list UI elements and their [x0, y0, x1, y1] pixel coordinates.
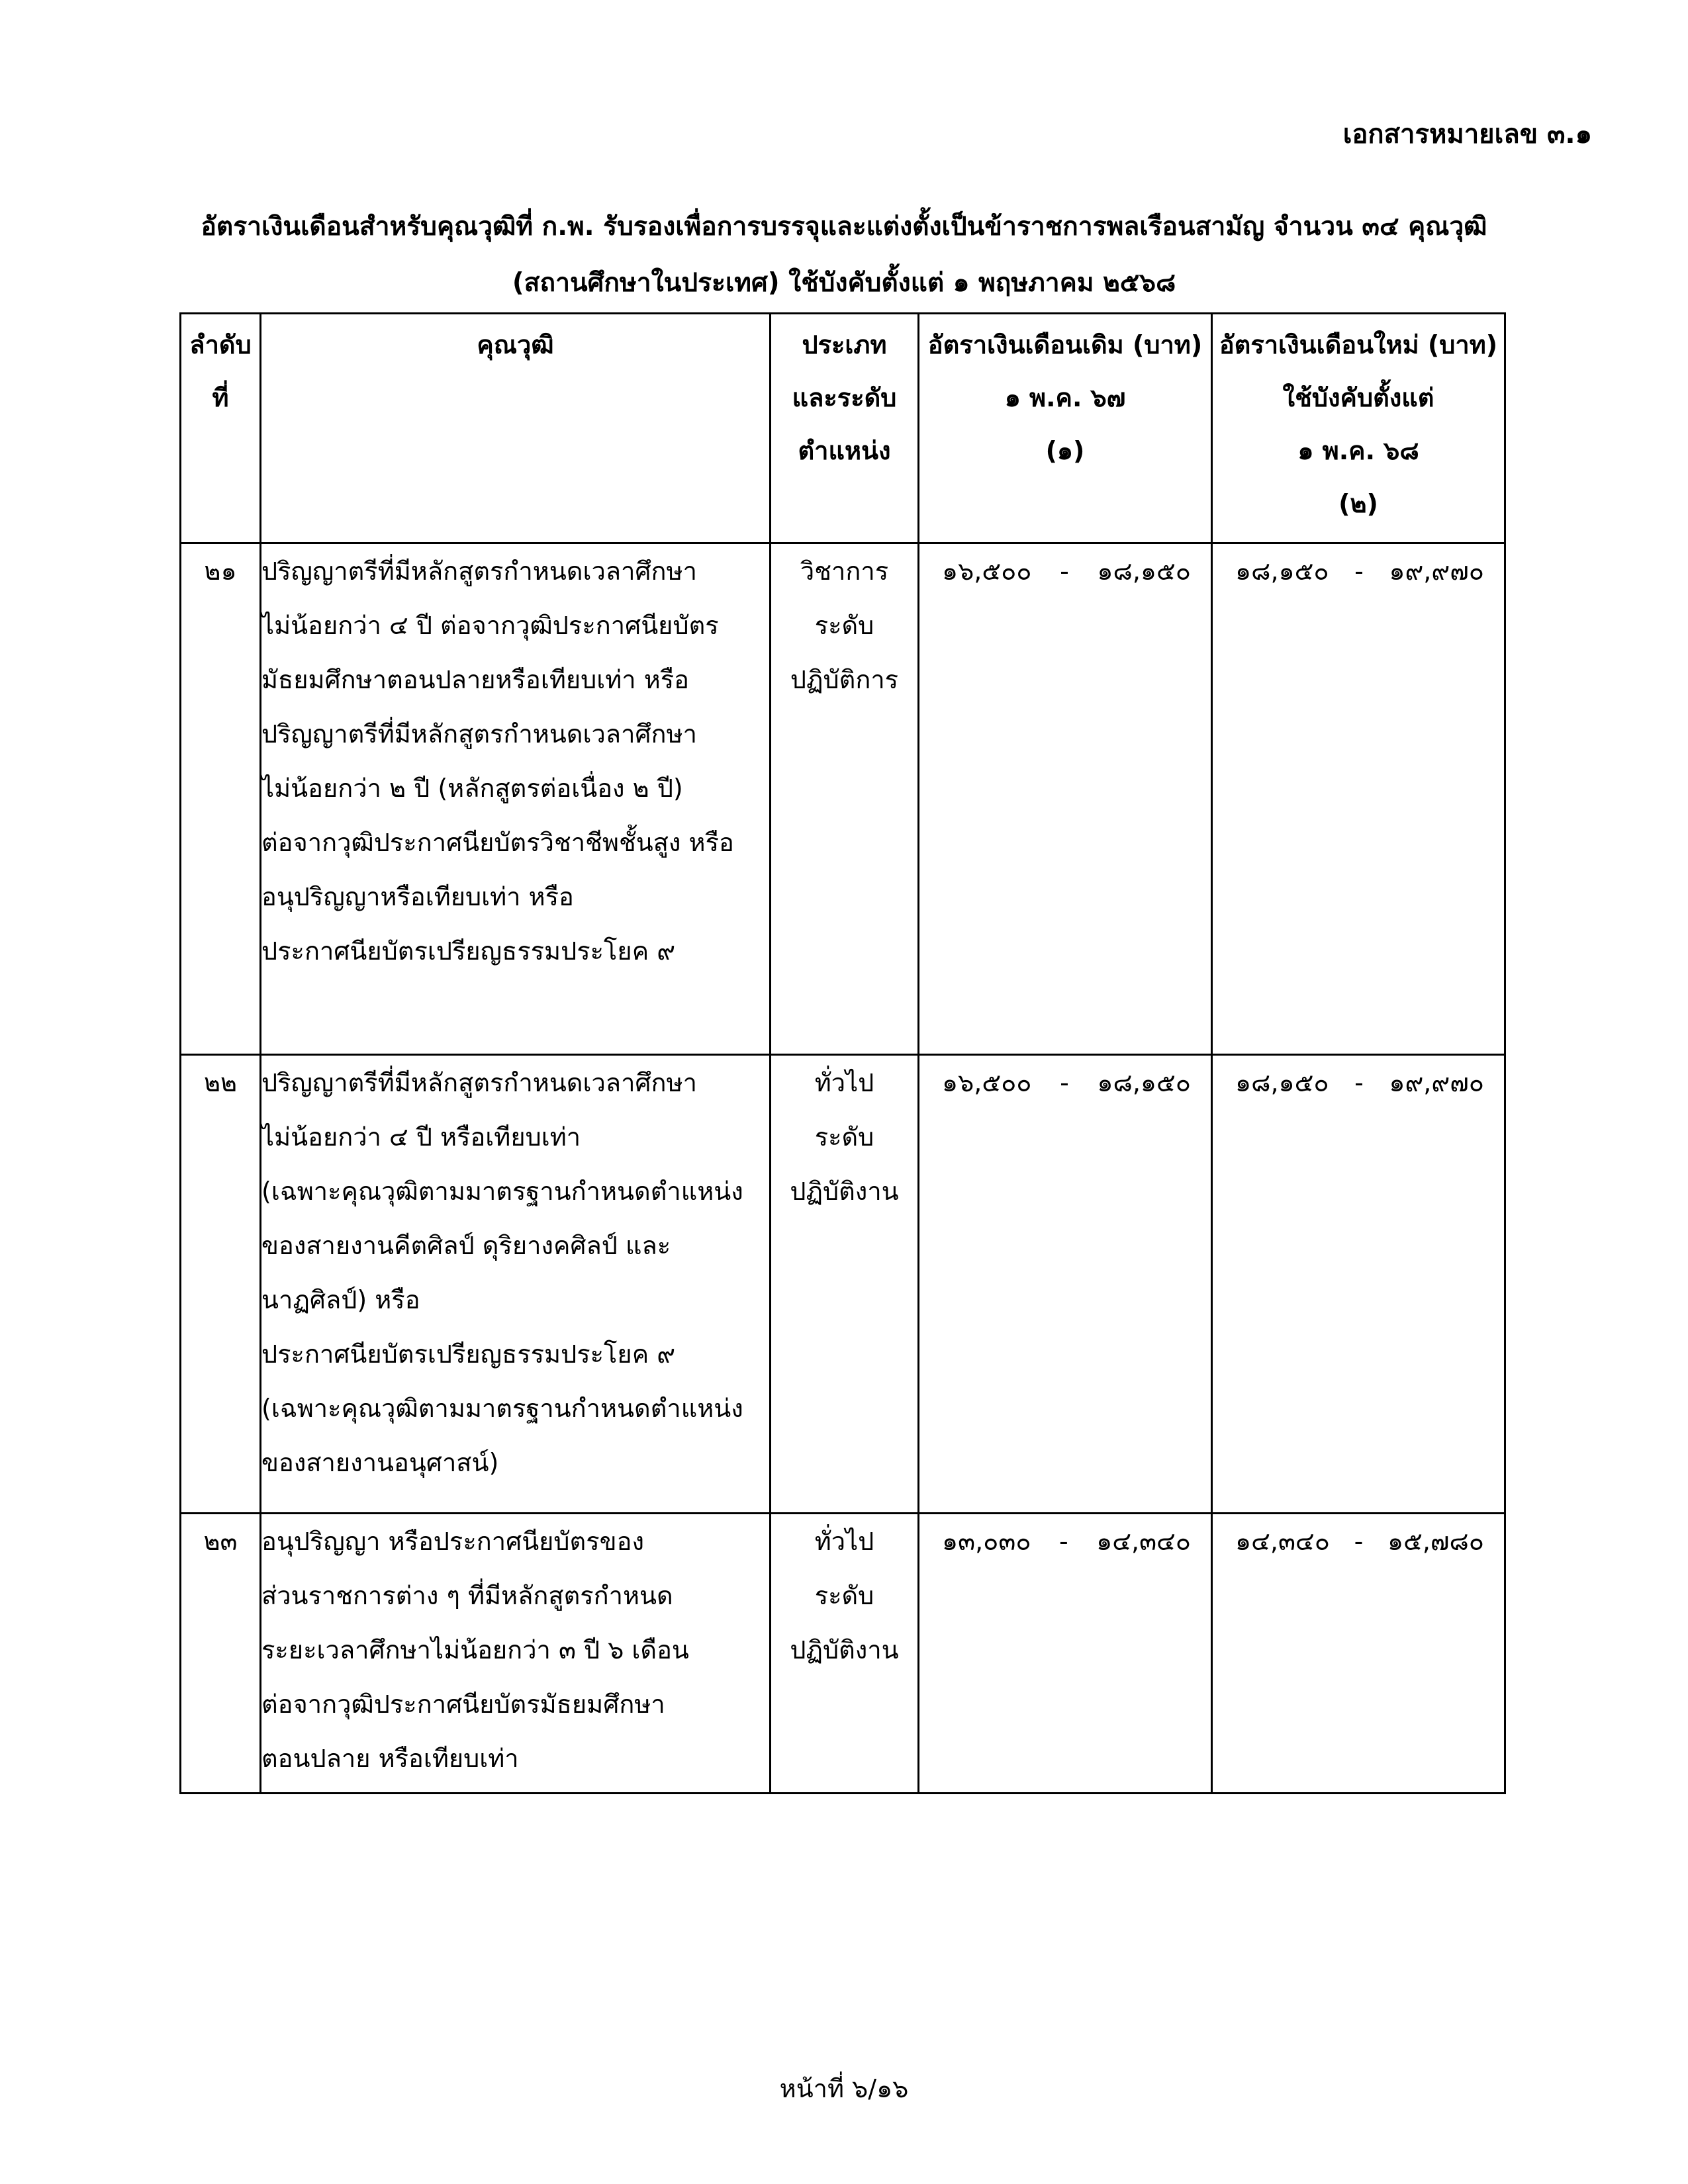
new-rate-min: ๑๘,๑๕๐ — [1235, 1068, 1329, 1097]
rate-dash: - — [1354, 1068, 1364, 1097]
new-rate-cell — [1212, 543, 1505, 1055]
position-type-cell: ทั่วไป ระดับ ปฏิบัติงาน — [771, 1055, 919, 1514]
row-number: ๒๓ — [181, 1514, 261, 1794]
new-rate-cell — [1212, 1514, 1505, 1794]
new-rate-max: ๑๙,๙๗๐ — [1389, 1068, 1484, 1097]
header-no: ลำดับ ที่ — [181, 314, 261, 543]
rate-dash: - — [1354, 1527, 1364, 1556]
new-rate-min: ๑๔,๓๔๐ — [1235, 1527, 1330, 1556]
header-old-rate: อัตราเงินเดือนเดิม (บาท) ๑ พ.ค. ๖๗ (๑) — [919, 314, 1212, 543]
rate-dash: - — [1354, 557, 1364, 586]
row-number: ๒๑ — [181, 543, 261, 1055]
old-rate-min: ๑๖,๕๐๐ — [942, 1068, 1032, 1097]
header-qualification: คุณวุฒิ — [261, 314, 771, 543]
title-line-2: (สถานศึกษาในประเทศ) ใช้บังคับตั้งแต่ ๑ พฤษภาคม ๒๕๖๘ — [512, 268, 1176, 298]
page-number: หน้าที่ ๖/๑๖ — [779, 2074, 909, 2103]
new-rate-min: ๑๘,๑๕๐ — [1235, 557, 1329, 586]
old-rate-cell — [919, 543, 1212, 1055]
document-number: เอกสารหมายเลข ๓.๑ — [1342, 119, 1592, 150]
position-type-cell: ทั่วไป ระดับ ปฏิบัติงาน — [771, 1514, 919, 1794]
new-rate-cell — [1212, 1055, 1505, 1514]
old-rate-min: ๑๖,๕๐๐ — [942, 557, 1032, 586]
position-type-cell: วิชาการ ระดับ ปฏิบัติการ — [771, 543, 919, 1055]
new-rate-max: ๑๙,๙๗๐ — [1389, 557, 1484, 586]
salary-table — [179, 312, 1506, 1794]
table-row — [181, 543, 1505, 1055]
rate-dash: - — [1060, 1068, 1069, 1097]
old-rate-max: ๑๘,๑๕๐ — [1097, 557, 1191, 586]
row-number: ๒๒ — [181, 1055, 261, 1514]
old-rate-max: ๑๘,๑๕๐ — [1097, 1068, 1191, 1097]
table-row — [181, 1514, 1505, 1794]
qualification-cell: อนุปริญญา หรือประกาศนียบัตรของ ส่วนราชการต่าง ๆ ที่มีหลักสูตรกำหนด ระยะเวลาศึกษาไม่น้อยกว่า ๓ ปี ๖ เดือน ต่อจากวุฒิประกาศนียบัตรมัธยมศึกษา ตอนปลาย หรือเทียบเท่า — [261, 1514, 771, 1794]
header-type: ประเภท และระดับ ตำแหน่ง — [771, 314, 919, 543]
old-rate-max: ๑๔,๓๔๐ — [1096, 1527, 1191, 1556]
new-rate-max: ๑๕,๗๘๐ — [1387, 1527, 1484, 1556]
rate-dash: - — [1058, 1527, 1068, 1556]
table-header-row — [181, 314, 1505, 543]
old-rate-min: ๑๓,๐๓๐ — [942, 1527, 1031, 1556]
qualification-cell: ปริญญาตรีที่มีหลักสูตรกำหนดเวลาศึกษา ไม่น้อยกว่า ๔ ปี ต่อจากวุฒิประกาศนียบัตร มัธยมศึกษาตอนปลายหรือเทียบเท่า หรือ ปริญญาตรีที่มีหลักสูตรกำหนดเวลาศึกษา ไม่น้อยกว่า ๒ ปี (หลักสูตรต่อเนื่อง ๒ ปี) ต่อจากวุฒิประกาศนียบัตรวิชาชีพชั้นสูง หรือ อนุปริญญาหรือเทียบเท่า หรือ ประกาศนียบัตรเปรียญธรรมประโยค ๙ — [261, 543, 771, 1055]
header-new-rate: อัตราเงินเดือนใหม่ (บาท) ใช้บังคับตั้งแต่ ๑ พ.ค. ๖๘ (๒) — [1212, 314, 1505, 543]
qualification-cell: ปริญญาตรีที่มีหลักสูตรกำหนดเวลาศึกษา ไม่น้อยกว่า ๔ ปี หรือเทียบเท่า (เฉพาะคุณวุฒิตามมาตรฐานกำหนดตำแหน่ง ของสายงานคีตศิลป์ ดุริยางคศิลป์ และ นาฏศิลป์) หรือ ประกาศนียบัตรเปรียญธรรมประโยค ๙ (เฉพาะคุณวุฒิตามมาตรฐานกำหนดตำแหน่ง ของสายงานอนุศาสน์) — [261, 1055, 771, 1514]
old-rate-cell — [919, 1055, 1212, 1514]
title-line-1: อัตราเงินเดือนสำหรับคุณวุฒิที่ ก.พ. รับรองเพื่อการบรรจุและแต่งตั้งเป็นข้าราชการพลเรือนสามัญ จำนวน ๓๔ คุณวุฒิ — [201, 212, 1487, 242]
rate-dash: - — [1060, 557, 1069, 586]
table-row — [181, 1055, 1505, 1514]
document-title — [66, 199, 1622, 311]
old-rate-cell — [919, 1514, 1212, 1794]
